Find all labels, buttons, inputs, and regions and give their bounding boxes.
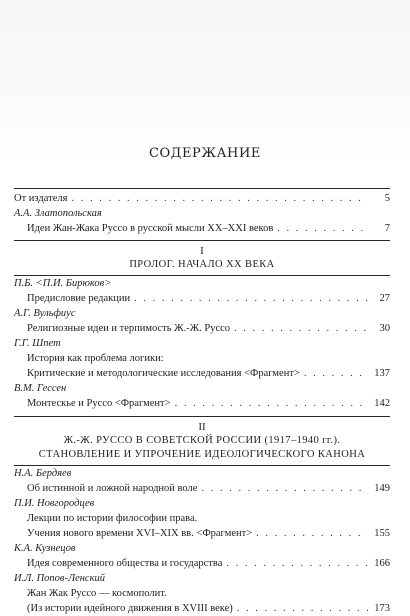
page-number: 5 xyxy=(384,193,390,204)
section-number: II xyxy=(198,421,206,433)
entry-title: Идеи Жан-Жака Руссо в русской мысли XX–XXI веков xyxy=(27,223,274,234)
entry-title-line: Жан Жак Руссо — космополит. xyxy=(27,588,167,599)
entry-title: Об истинной и ложной народной воле xyxy=(27,483,198,494)
entry-title-line: Лекции по истории философии права. xyxy=(27,513,198,524)
toc-entry[interactable] xyxy=(14,556,390,571)
leader-dots xyxy=(134,291,368,306)
page-number: 137 xyxy=(374,368,390,379)
toc-entry[interactable] xyxy=(14,601,390,616)
leader-dots xyxy=(277,221,368,236)
leader-dots xyxy=(234,321,368,336)
entry-title: (Из истории идейного движения в XVIII веке) xyxy=(27,603,233,614)
leader-dots xyxy=(175,396,368,411)
entry-title-line: История как проблема логики: xyxy=(27,353,164,364)
toc-entry[interactable] xyxy=(14,526,390,541)
entry-author: К.А. Кузнецов xyxy=(14,543,76,554)
entry-author: В.М. Гессен xyxy=(14,383,67,394)
entry-author: А.А. Златопольская xyxy=(14,208,102,219)
entry-title: Идея современного общества и государства xyxy=(27,558,223,569)
leader-dots xyxy=(304,366,368,381)
section-title: ПРОЛОГ. НАЧАЛО XX ВЕКА xyxy=(129,259,275,270)
toc-entry[interactable] xyxy=(14,321,390,336)
section-number: I xyxy=(200,245,204,257)
page-title: СОДЕРЖАНИЕ xyxy=(148,146,262,161)
page-number: 149 xyxy=(374,483,390,494)
leader-dots xyxy=(201,481,368,496)
page-number: 142 xyxy=(374,398,390,409)
section-title: СТАНОВЛЕНИЕ И УПРОЧЕНИЕ ИДЕОЛОГИЧЕСКОГО КАНОНА xyxy=(38,449,366,460)
leader-dots xyxy=(256,526,368,541)
entry-author: П.Б. <П.И. Бирюков> xyxy=(14,278,112,289)
entry-title: Религиозные идеи и терпимость Ж.-Ж. Руссо xyxy=(27,323,231,334)
entry-author: И.Л. Попов-Ленский xyxy=(14,573,106,584)
leader-dots xyxy=(237,601,368,616)
page-number: 155 xyxy=(374,528,390,539)
table-of-contents xyxy=(14,188,390,616)
page-number: 173 xyxy=(374,603,390,614)
toc-entry[interactable] xyxy=(14,291,390,306)
section-1-entries xyxy=(14,276,390,411)
toc-entry-essay[interactable] xyxy=(14,221,390,236)
toc-entry[interactable] xyxy=(14,366,390,381)
entry-title: Предисловие редакции xyxy=(27,293,131,304)
leader-dots xyxy=(226,556,368,571)
page-number: 166 xyxy=(374,558,390,569)
page-number: 7 xyxy=(384,223,390,234)
entry-author: Н.А. Бердяев xyxy=(14,468,72,479)
section-2-entries xyxy=(14,466,390,616)
entry-author: Г.Г. Шпет xyxy=(14,338,61,349)
entry-title: Критические и методологические исследования <Фрагмент> xyxy=(27,368,300,379)
entry-title: Монтескье и Руссо <Фрагмент> xyxy=(27,398,171,409)
toc-entry[interactable] xyxy=(14,481,390,496)
page-number: 30 xyxy=(379,323,390,334)
leader-dots xyxy=(71,191,368,206)
entry-author: П.И. Новгородцев xyxy=(14,498,95,509)
page-number: 27 xyxy=(379,293,390,304)
section-title: Ж.-Ж. РУССО В СОВЕТСКОЙ РОССИИ (1917–1940 гг.). xyxy=(63,435,341,446)
entry-title: Учения нового времени XVI–XIX вв. <Фрагмент> xyxy=(27,528,253,539)
entry-title: От издателя xyxy=(14,193,68,204)
toc-entry-publisher[interactable] xyxy=(14,191,390,206)
entry-author: А.Г. Вульфиус xyxy=(14,308,76,319)
toc-entry[interactable] xyxy=(14,396,390,411)
